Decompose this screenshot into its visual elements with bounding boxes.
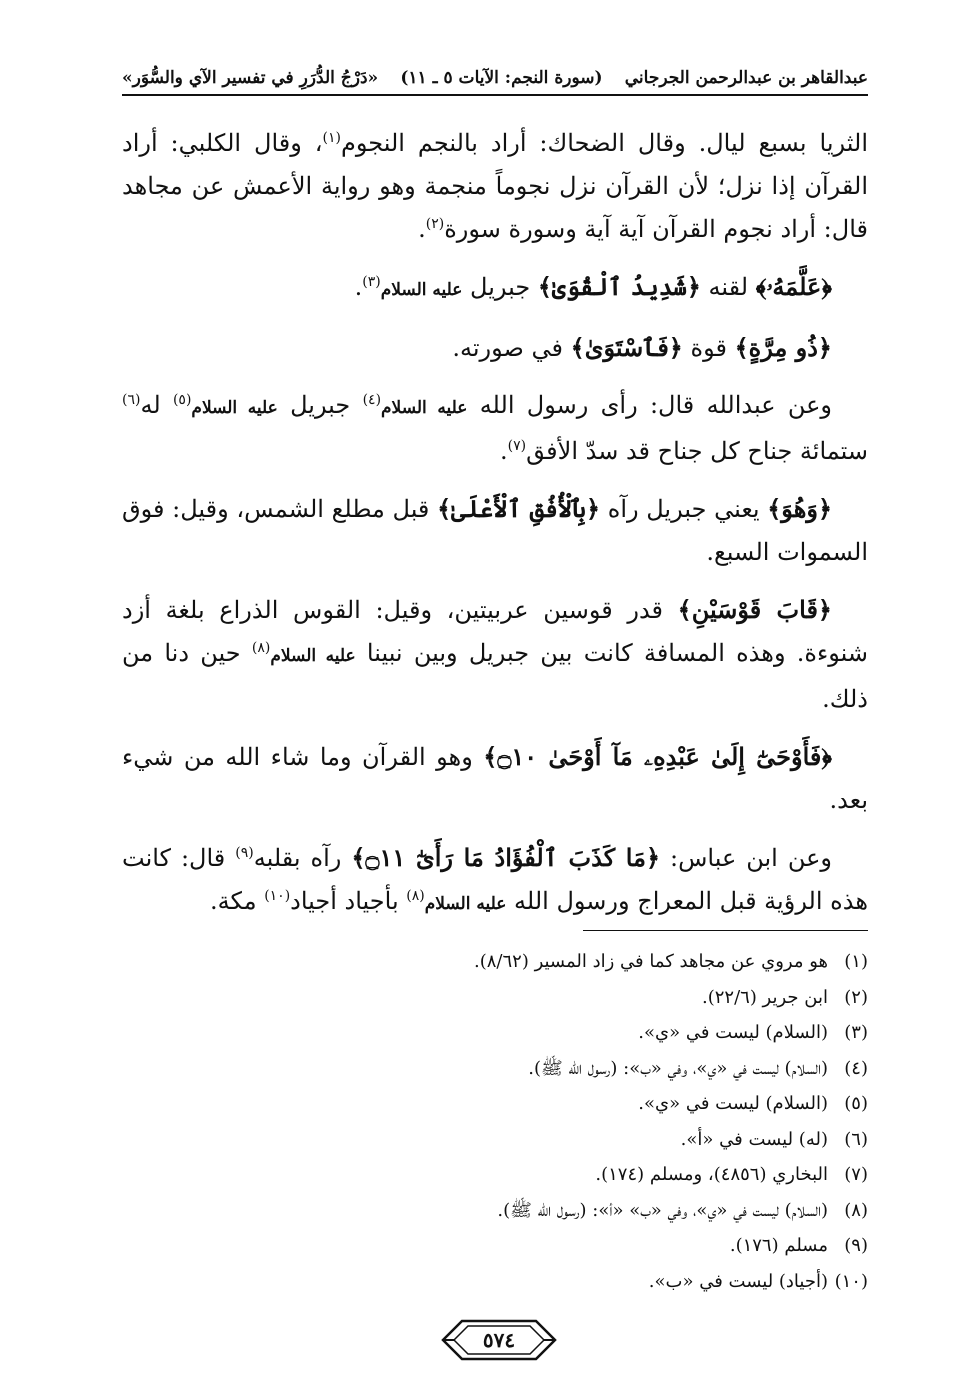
paragraph-6: ﴿قَابَ قَوْسَيْنِ﴾ قدر قوسين عربيتين، وقيل: القوس الذراع بلغة أزد شنوءة. وهذه المسافة كانت بين جبريل وبين نبينا عليه السلام$^{(٨)}$ حين دنا من ذلك. [122, 595, 869, 713]
footnote-item [122, 1228, 868, 1264]
footnote-number: (١) [844, 951, 868, 972]
footnote-number: (٥) [844, 1093, 868, 1114]
quran-phrase: ﴿عَلَّمَهُۥ﴾ [755, 272, 832, 301]
footnote-text: مسلم (١٧٦). [729, 1235, 828, 1256]
footnote-text: (السلام) ليست في «ي»، وفي «ب»: (رسول الله ﷺ). [528, 1057, 828, 1079]
salutation-glyph: عليه السلام [380, 280, 463, 300]
footnote-item [122, 1051, 868, 1087]
footnote-number: (٦) [844, 1128, 868, 1150]
header-book-title: «دَرْجُ الدُّرَرِ في تفسير الآي والسُّوَر» [122, 68, 379, 88]
footnote-ref: (٨) [406, 888, 425, 904]
salutation-glyph: عليه السلام [270, 646, 356, 666]
paragraph-7: ﴿فَأَوْحَىٰٓ إِلَىٰ عَبْدِهِۦ مَآ أَوْحَىٰ ۝١٠﴾ وهو القرآن وما شاء الله من شيء بعد. [122, 742, 868, 814]
paragraph-5: ﴿وَهُوَ﴾ يعني جبريل رآه ﴿بِٱلْأُفُقِ ٱلْأَعْلَىٰ﴾ قبل مطلع الشمس، وقيل: فوق السموات السبع. [122, 494, 868, 566]
quran-phrase: ﴿فَأَوْحَىٰٓ إِلَىٰ عَبْدِهِۦ مَآ أَوْحَىٰ ۝١٠﴾ [483, 742, 832, 771]
footnote-number: (١٠) [834, 1270, 868, 1292]
footnote-text: هو مروي عن مجاهد كما في زاد المسير (٨/٦٢). [474, 951, 828, 972]
salutation-glyph: عليه السلام [424, 894, 507, 914]
quran-phrase: ﴿مَا كَذَبَ ٱلْفُؤَادُ مَا رَأَىٰٓ ۝١١﴾ [351, 843, 661, 872]
paragraph-8: وعن ابن عباس: ﴿مَا كَذَبَ ٱلْفُؤَادُ مَا رَأَىٰٓ ۝١١﴾ رآه بقلبه$^{(٩)}$ قال: كانت هذه الرؤية قبل المعراج ورسول الله عليه السلام$^{(٨)}$ بأجياد أجياد$^{(١٠)}$ مكة. [122, 843, 868, 915]
quran-phrase: ﴿قَابَ قَوْسَيْنِ﴾ [677, 595, 832, 624]
footnote-item [122, 1086, 868, 1122]
footnote-item [122, 1015, 868, 1051]
footnote-text: (السلام) ليست في «ي». [638, 1022, 828, 1043]
footnote-item [122, 1264, 868, 1300]
quran-phrase: ﴿وَهُوَ﴾ [767, 494, 833, 523]
quran-phrase: ﴿ذُو مِرَّةٍ﴾ [734, 333, 832, 362]
footnote-text: (أجياد) ليست في «ب». [648, 1270, 828, 1292]
footnote-item [122, 1122, 868, 1158]
quran-phrase: ﴿شَدِيدُ ٱلْقُوَىٰ﴾ [537, 272, 701, 301]
paragraph-4: وعن عبدالله قال: رأى رسول الله عليه السلام$^{(٤)}$ جبريل عليه السلام$^{(٥)}$ له$^{(٦)}$ ستمائة جناح كل جناح قد سدّ الأفق$^{(٧)}$. [122, 391, 868, 465]
salutation-glyph: عليه السلام [381, 398, 468, 418]
quran-phrase: ﴿فَٱسْتَوَىٰ﴾ [570, 333, 683, 362]
footnote-ref: (٨) [251, 640, 271, 656]
footnote-item [122, 1157, 868, 1193]
footnote-item [122, 944, 868, 980]
paragraph-3: ﴿ذُو مِرَّةٍ﴾ قوة ﴿فَٱسْتَوَىٰ﴾ في صورته. [452, 333, 832, 362]
main-text [122, 122, 868, 940]
footnote-ref: (٩) [235, 845, 254, 861]
running-header [122, 62, 868, 96]
footnote-text: ابن جرير (٢٢/٦). [701, 986, 828, 1008]
footnote-ref: (٤) [362, 392, 382, 408]
header-author: عبدالقاهر بن عبدالرحمن الجرجاني [624, 68, 868, 88]
footnote-number: (٩) [844, 1235, 868, 1256]
footnote-text: (السلام) ليست في «ي». [638, 1093, 828, 1114]
footnote-ref: (٦) [122, 392, 141, 408]
paragraph-2: ﴿عَلَّمَهُۥ﴾ لقنه ﴿شَدِيدُ ٱلْقُوَىٰ﴾ جبريل عليه السلام$^{(٣)}$. [354, 272, 832, 301]
footnote-number: (٣) [844, 1022, 868, 1043]
footnote-ref: (١) [322, 130, 341, 146]
header-surah-range: (سورة النجم: الآيات ٥ ـ ١١) [400, 68, 603, 88]
footnote-number: (٤) [844, 1057, 868, 1079]
footnote-number: (٢) [844, 986, 868, 1008]
quran-phrase: ﴿بِٱلْأُفُقِ ٱلْأَعْلَىٰ﴾ [437, 494, 601, 523]
footnote-ref: (٣) [362, 274, 381, 290]
footnote-text: البخاري (٤٨٥٦)، ومسلم (١٧٤). [595, 1164, 828, 1185]
footnote-ref: (٧) [507, 438, 527, 454]
footnote-number: (٨) [844, 1199, 868, 1221]
page-number-ornament [440, 1318, 558, 1362]
footnotes [122, 944, 868, 1299]
footnote-ref: (٢) [425, 216, 445, 232]
footnote-number: (٧) [844, 1164, 868, 1185]
page-number: ٥٧٤ [482, 1328, 516, 1352]
salutation-glyph: عليه السلام [191, 398, 278, 418]
footnote-item [122, 980, 868, 1016]
footnote-text: (له) ليست في «أ». [680, 1128, 828, 1150]
footnote-item [122, 1193, 868, 1229]
footnote-ref: (٥) [172, 392, 192, 408]
footnote-text: (السلام) ليست في «ي»، وفي «ب» «أ»: (رسول الله ﷺ). [497, 1199, 828, 1221]
paragraph-1: الثريا بسبع ليال. وقال الضحاك: أراد بالنجم النجوم$^{(١)}$، وقال الكلبي: أراد القرآن إذا نزل؛ لأن القرآن نزل نجوماً منجمة وهو رواية الأعمش عن مجاهد قال: أراد نجوم القرآن آية آية وسورة سورة$^{(٢)}$. [122, 129, 868, 243]
footnote-ref: (١٠) [264, 888, 291, 904]
footnote-separator [583, 930, 868, 931]
